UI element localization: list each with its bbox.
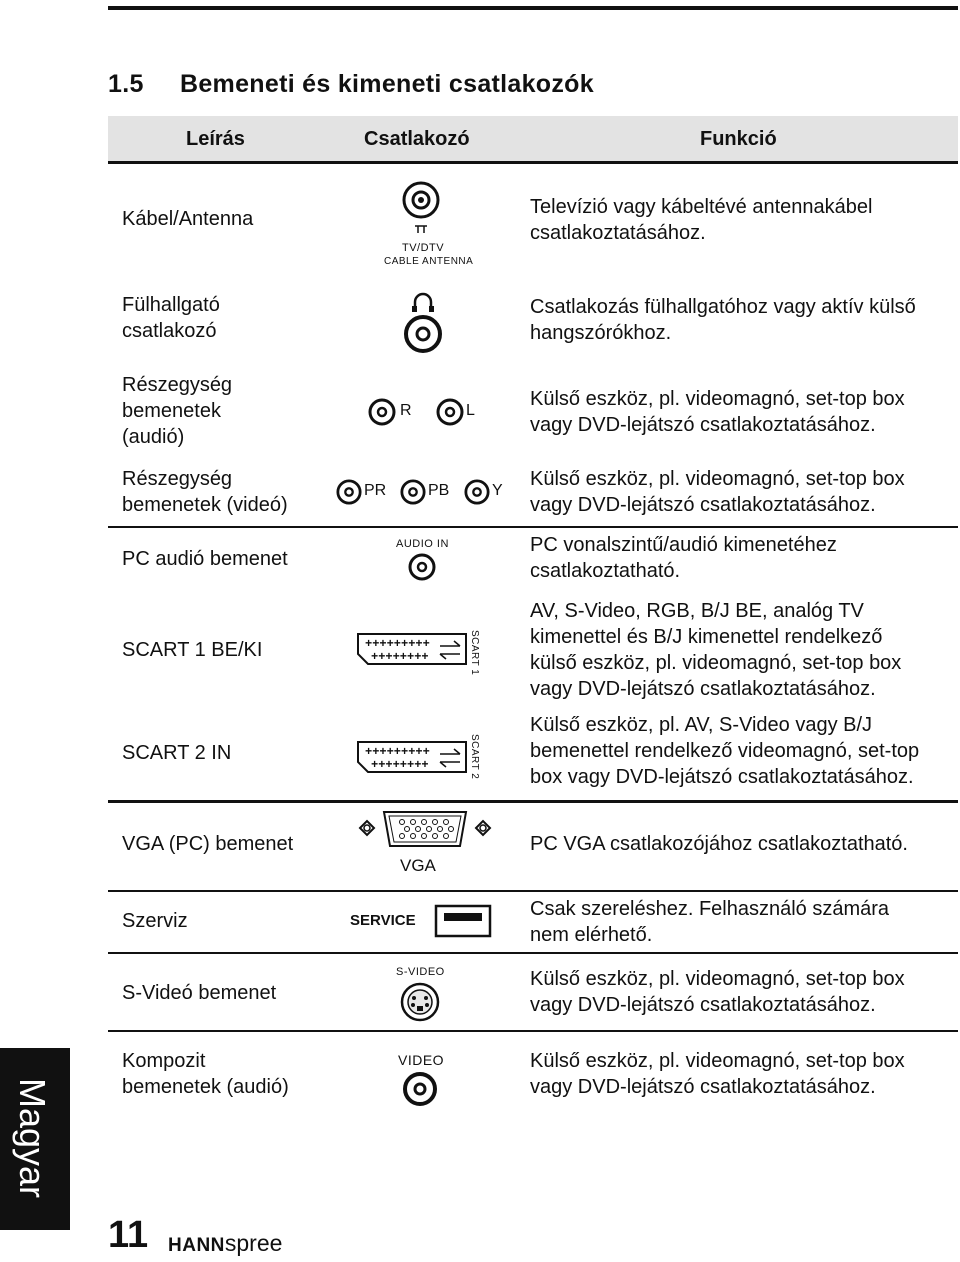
table-row bbox=[108, 892, 958, 954]
s-video-port-icon bbox=[400, 982, 440, 1022]
connector-label: S-VIDEO bbox=[396, 966, 445, 978]
row-function: Külső eszköz, pl. videomagnó, set-top box bbox=[530, 968, 905, 990]
row-description: SCART 2 IN bbox=[122, 742, 232, 764]
row-divider bbox=[108, 1030, 958, 1032]
table-header bbox=[108, 116, 958, 164]
header-description: Leírás bbox=[186, 128, 245, 150]
connector-label: CABLE ANTENNA bbox=[384, 256, 474, 267]
top-rule bbox=[108, 6, 958, 10]
row-function: csatlakoztatásához. bbox=[530, 222, 706, 244]
row-description: PC audió bemenet bbox=[122, 548, 288, 570]
brand-logo: HANNspree bbox=[168, 1230, 283, 1256]
row-function: Televízió vagy kábeltévé antennakábel bbox=[530, 196, 873, 218]
row-description: bemenetek bbox=[122, 400, 221, 422]
row-description: Kompozit bbox=[122, 1050, 206, 1072]
row-description: csatlakozó bbox=[122, 320, 217, 342]
connector-label: AUDIO IN bbox=[396, 538, 449, 550]
side-tab-label: Magyar bbox=[12, 1078, 53, 1199]
row-description: Fülhallgató bbox=[122, 294, 220, 316]
rca-jack-icon bbox=[464, 479, 490, 505]
row-function: külső eszköz, pl. videomagnó, set-top box bbox=[530, 652, 902, 674]
row-divider bbox=[108, 526, 958, 528]
row-function: vagy DVD-lejátszó csatlakoztatásához. bbox=[530, 994, 876, 1016]
headphone-jack-icon bbox=[402, 286, 444, 358]
header-connector: Csatlakozó bbox=[364, 128, 470, 150]
usb-port-icon bbox=[434, 904, 492, 938]
rca-jack-icon bbox=[336, 479, 362, 505]
row-description: Szerviz bbox=[122, 910, 188, 932]
row-function: vagy DVD-lejátszó csatlakoztatásához. bbox=[530, 494, 876, 516]
row-function: kimenettel és B/J kimenettel rendelkező bbox=[530, 626, 883, 648]
connector-label: VIDEO bbox=[398, 1052, 445, 1068]
row-description: SCART 1 BE/KI bbox=[122, 639, 263, 661]
scart-icon bbox=[356, 632, 468, 666]
connector-label: PB bbox=[428, 482, 450, 499]
table-row bbox=[108, 460, 958, 528]
row-divider bbox=[108, 890, 958, 892]
row-function: vagy DVD-lejátszó csatlakoztatásához. bbox=[530, 414, 876, 436]
rca-jack-icon bbox=[400, 479, 426, 505]
row-function: PC vonalszintű/audió kimenetéhez bbox=[530, 534, 837, 556]
page-number: 11 bbox=[108, 1214, 149, 1256]
table-row bbox=[108, 528, 958, 594]
row-description: Kábel/Antenna bbox=[122, 208, 254, 230]
table-row bbox=[108, 276, 958, 368]
svg-text:+++++++++: +++++++++ bbox=[365, 637, 430, 651]
audio-jack-icon bbox=[408, 553, 436, 581]
row-function: Csak szereléshez. Felhasználó számára bbox=[530, 898, 890, 920]
table-row bbox=[108, 164, 958, 276]
vga-port-icon bbox=[356, 808, 494, 852]
row-function: box vagy DVD-lejátszó csatlakoztatásához. bbox=[530, 766, 914, 788]
rca-jack-icon bbox=[436, 398, 464, 426]
header-function: Funkció bbox=[700, 128, 777, 150]
connector-label: SERVICE bbox=[350, 912, 416, 929]
row-function: bemenettel rendelkező videomagnó, set-top bbox=[530, 740, 920, 762]
table-row-last bbox=[108, 1032, 958, 1112]
row-function: hangszórókhoz. bbox=[530, 322, 672, 344]
row-description: VGA (PC) bemenet bbox=[122, 833, 294, 855]
svg-text:++++++++: ++++++++ bbox=[371, 650, 429, 664]
rca-jack-icon bbox=[368, 398, 396, 426]
connector-label: SCART 2 bbox=[469, 734, 480, 780]
connector-label: VGA bbox=[400, 856, 436, 875]
language-side-tab bbox=[0, 1048, 70, 1230]
row-description: bemenetek (audió) bbox=[122, 1076, 289, 1098]
row-description: bemenetek (videó) bbox=[122, 494, 288, 516]
connector-label: Y bbox=[492, 482, 503, 499]
connector-label: PR bbox=[364, 482, 387, 499]
table-row bbox=[108, 954, 958, 1032]
table-row bbox=[108, 368, 958, 460]
rca-jack-icon bbox=[402, 1071, 438, 1107]
row-function: Csatlakozás fülhallgatóhoz vagy aktív külső bbox=[530, 296, 916, 318]
row-function: Külső eszköz, pl. AV, S-Video vagy B/J bbox=[530, 714, 873, 736]
row-function: vagy DVD-lejátszó csatlakoztatásához. bbox=[530, 678, 876, 700]
row-description: (audió) bbox=[122, 426, 185, 448]
row-function: nem elérhető. bbox=[530, 924, 653, 946]
row-function: Külső eszköz, pl. videomagnó, set-top box bbox=[530, 468, 905, 490]
svg-text:+++++++++: +++++++++ bbox=[365, 745, 430, 759]
coax-antenna-jack-icon bbox=[401, 180, 441, 234]
connector-label: SCART 1 bbox=[469, 630, 480, 676]
connector-label: L bbox=[466, 402, 475, 419]
row-description: Részegység bbox=[122, 374, 233, 396]
connector-label: TV/DTV bbox=[402, 242, 445, 254]
scart-icon bbox=[356, 740, 468, 774]
row-function: vagy DVD-lejátszó csatlakoztatásához. bbox=[530, 1076, 876, 1098]
svg-text:++++++++: ++++++++ bbox=[371, 758, 429, 772]
row-description: Részegység bbox=[122, 468, 233, 490]
row-function: Külső eszköz, pl. videomagnó, set-top box bbox=[530, 1050, 905, 1072]
row-function: Külső eszköz, pl. videomagnó, set-top box bbox=[530, 388, 905, 410]
row-function: AV, S-Video, RGB, B/J BE, analóg TV bbox=[530, 600, 864, 622]
table-row bbox=[108, 800, 958, 892]
row-divider bbox=[108, 800, 958, 803]
connector-label: R bbox=[400, 402, 412, 419]
row-description: S-Videó bemenet bbox=[122, 982, 277, 1004]
table-row bbox=[108, 704, 958, 800]
section-title: 1.5 Bemeneti és kimeneti csatlakozók bbox=[108, 70, 594, 98]
row-divider bbox=[108, 952, 958, 954]
row-function: PC VGA csatlakozójához csatlakoztatható. bbox=[530, 833, 908, 855]
row-function: csatlakoztatható. bbox=[530, 560, 681, 582]
table-row bbox=[108, 594, 958, 704]
